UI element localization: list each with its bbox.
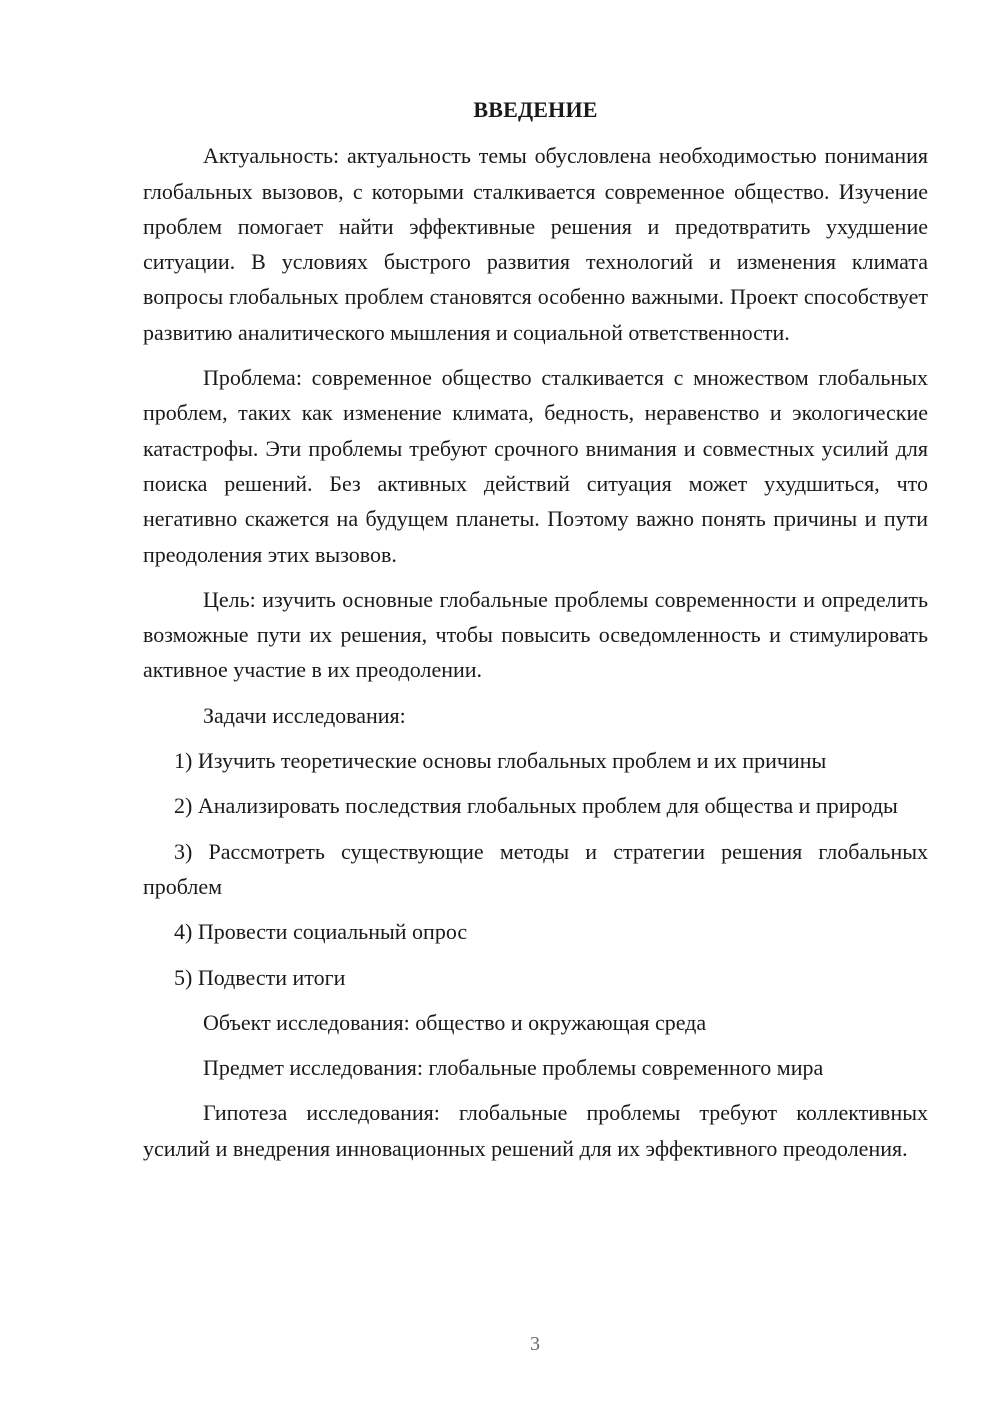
task-item-4: 4) Провести социальный опрос xyxy=(174,919,468,945)
research-object: Объект исследования: общество и окружающая среда xyxy=(203,1009,707,1035)
problem-paragraph: Проблема: современное общество сталкивается с множеством глобальных проблем, таких как изменение климата, бедность, неравенство и экологические катастрофы. Эти проблемы требуют срочного внимания и совместных усилий для поиска решений. Без активных действий ситуация может ухудшиться, что негативно скажется на будущем планеты. Поэтому важно понять причины и пути преодоления этих вызовов. xyxy=(143,365,928,567)
relevance-paragraph: Актуальность: актуальность темы обусловлена необходимостью понимания глобальных вызовов, с которыми сталкивается современное общество. Изучение проблем помогает найти эффективные решения и предотвратить ухудшение ситуации. В условиях быстрого развития технологий и изменения климата вопросы глобальных проблем становятся особенно важными. Проект способствует развитию аналитического мышления и социальной ответственности. xyxy=(143,143,928,345)
tasks-heading: Задачи исследования: xyxy=(203,702,406,728)
task-item-2: 2) Анализировать последствия глобальных проблем для общества и природы xyxy=(174,793,898,819)
research-hypothesis: Гипотеза исследования: глобальные проблемы требуют коллективных усилий и внедрения инновационных решений для их эффективного преодоления. xyxy=(143,1100,928,1161)
page-title: ВВЕДЕНИЕ xyxy=(473,97,598,122)
page-number: 3 xyxy=(530,1333,540,1355)
research-subject: Предмет исследования: глобальные проблемы современного мира xyxy=(203,1055,824,1081)
tasks-list xyxy=(143,743,928,995)
goal-paragraph: Цель: изучить основные глобальные проблемы современности и определить возможные пути их решения, чтобы повысить осведомленность и стимулировать активное участие в их преодолении. xyxy=(143,586,928,683)
document-page xyxy=(143,92,928,1176)
task-item-1: 1) Изучить теоретические основы глобальных проблем и их причины xyxy=(174,748,827,774)
task-item-5: 5) Подвести итоги xyxy=(174,964,346,990)
task-item-3: 3) Рассмотреть существующие методы и стратегии решения глобальных проблем xyxy=(143,838,928,899)
